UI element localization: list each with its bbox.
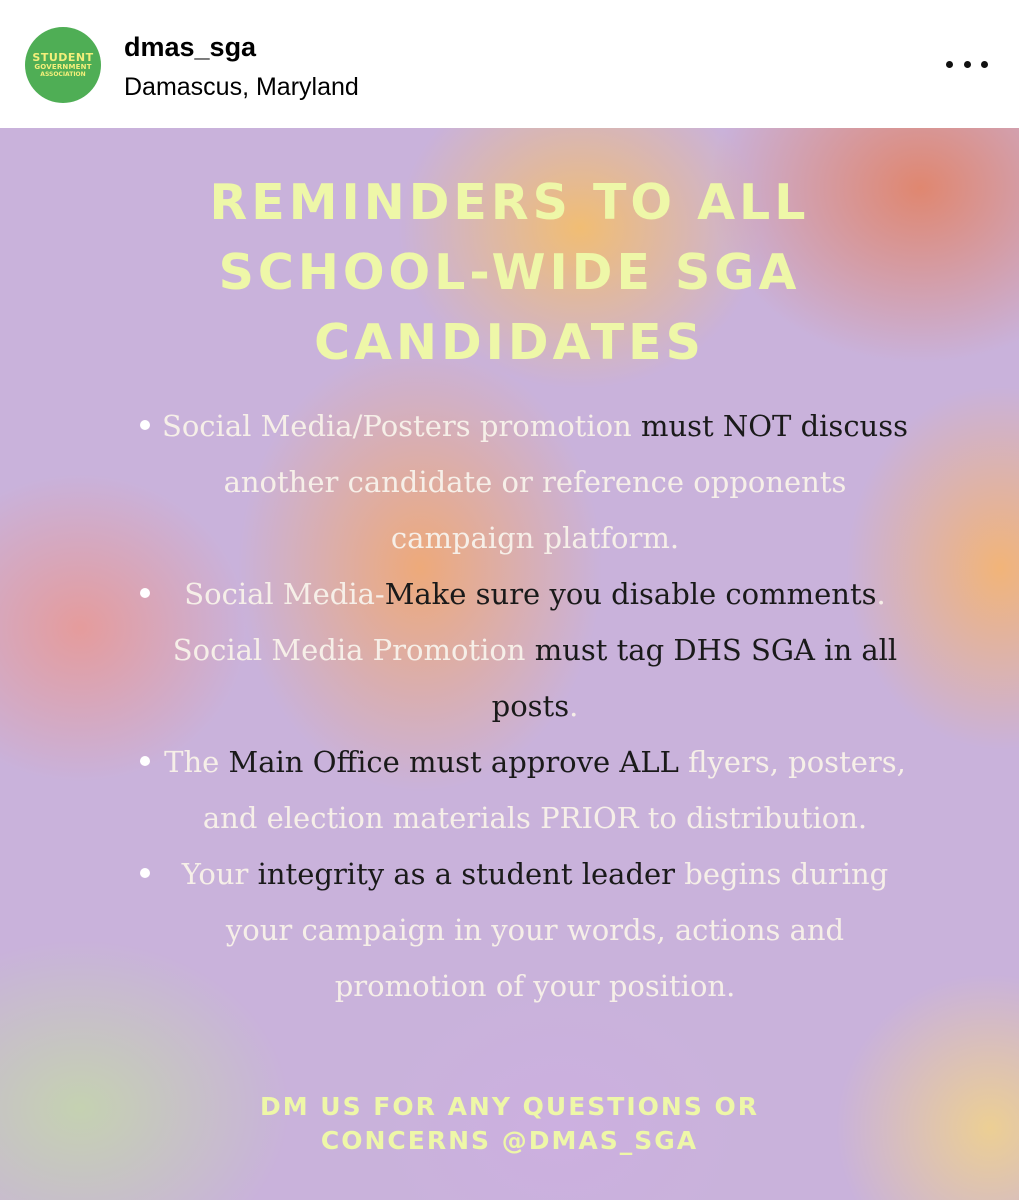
avatar-text-line1: STUDENT [32, 51, 94, 64]
bullet-icon [140, 420, 150, 430]
title-line: CANDIDATES [314, 314, 705, 371]
profile-avatar[interactable] [25, 27, 101, 103]
dot [981, 61, 988, 68]
list-item [140, 398, 930, 566]
dot [946, 61, 953, 68]
post-header [0, 0, 1019, 128]
post-title [0, 168, 1019, 378]
footer-line: DM US FOR ANY QUESTIONS OR [259, 1092, 760, 1121]
bullet-emphasis: integrity as a student leader [257, 857, 676, 891]
reminder-list [140, 398, 930, 1014]
bullet-emphasis: Main Office must approve ALL [228, 745, 679, 779]
dot [964, 61, 971, 68]
bullet-text: Your [181, 857, 258, 891]
bullet-icon [140, 588, 150, 598]
bullet-text: Social Media- [184, 577, 385, 611]
footer-line: CONCERNS @DMAS_SGA [320, 1126, 699, 1155]
bullet-emphasis: Make sure you disable comments [384, 577, 877, 611]
username-link[interactable]: dmas_sga [124, 32, 257, 62]
bullet-icon [140, 868, 150, 878]
location-link[interactable]: Damascus, Maryland [124, 73, 359, 101]
avatar-text-line2: GOVERNMENT [34, 63, 92, 71]
more-options-icon[interactable] [946, 55, 988, 73]
title-line: SCHOOL-WIDE SGA [218, 244, 801, 301]
title-line: REMINDERS TO ALL [209, 174, 810, 231]
list-item [140, 846, 930, 1014]
list-item [140, 734, 930, 846]
bullet-text: another candidate or reference opponents campaign platform. [223, 465, 847, 555]
post-footer [0, 1090, 1019, 1158]
bullet-text: begins during your campaign in your words, actions and promotion of your position. [225, 857, 889, 1003]
bullet-emphasis: must tag DHS SGA in all posts [491, 633, 898, 723]
bullet-text: The [164, 745, 229, 779]
bullet-emphasis: must NOT discuss [640, 409, 908, 443]
list-item [140, 566, 930, 734]
post-image[interactable] [0, 128, 1019, 1200]
bullet-icon [140, 756, 150, 766]
bullet-text: flyers, posters, and election materials PRIOR to distribution. [202, 745, 906, 835]
bullet-text: . Social Media Promotion [172, 577, 886, 667]
bullet-text: . [569, 689, 579, 723]
avatar-text-line3: ASSOCIATION [40, 71, 86, 78]
bullet-text: Social Media/Posters promotion [161, 409, 641, 443]
